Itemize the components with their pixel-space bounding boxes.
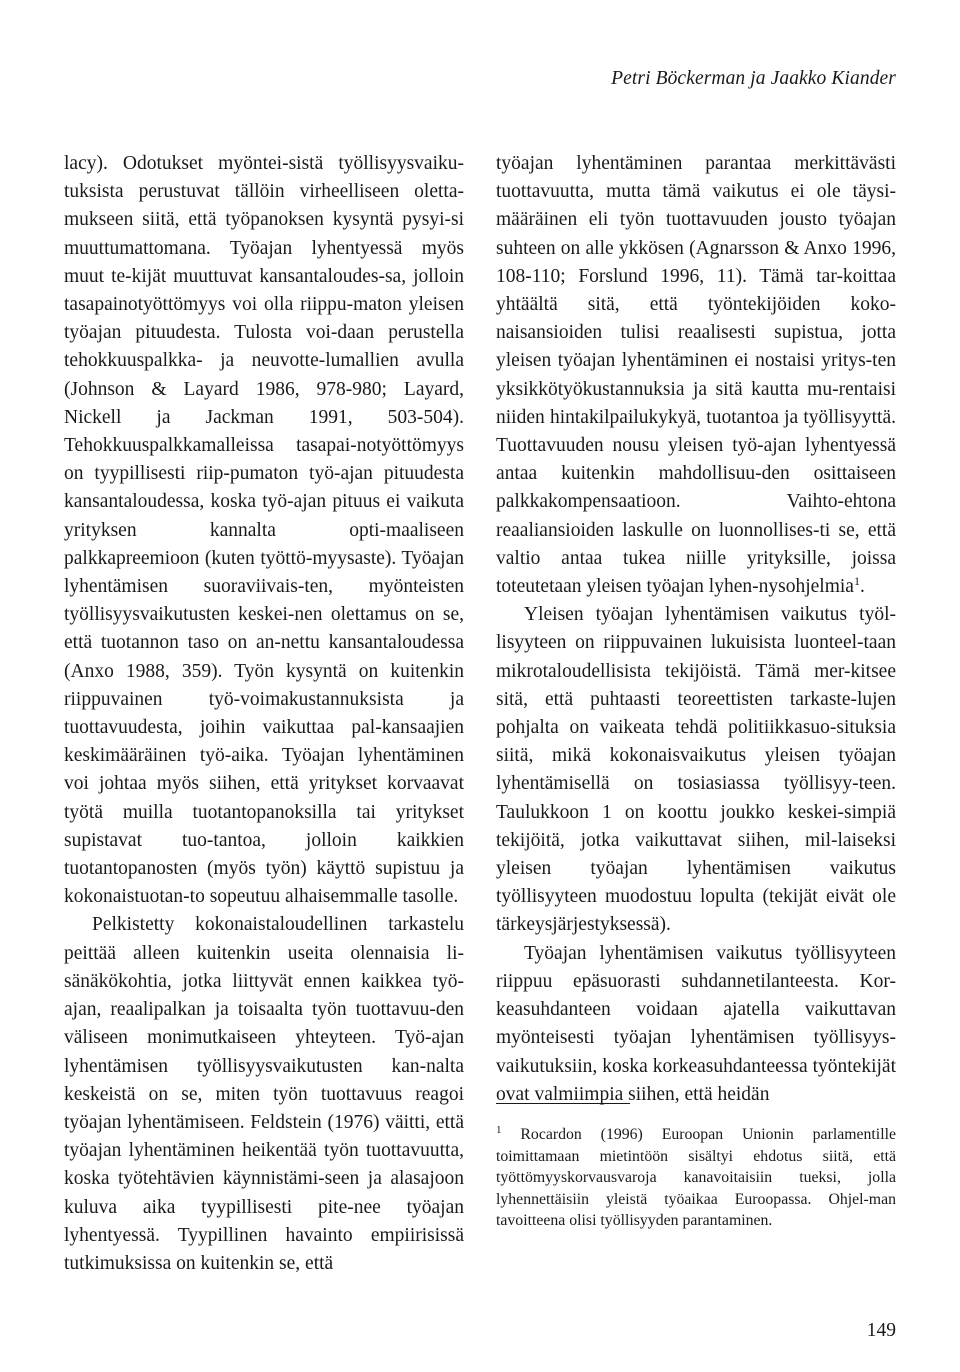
footnote-reference[interactable]: 1: [853, 574, 860, 589]
paragraph: Yleisen työajan lyhentämisen vaikutus työl-lisyyteen on riippuvainen lukuisista luonteel-taan mikrotaloudellisista tekijöistä. Tämä mer-kitsee sitä, että puhtaasti teoreettisten tarkaste-lujen pohjalta on vaikeata tehdä politiikkasuo-situksia siitä, mikä kokonaisvaikutus yleisen työajan lyhentämisellä on tosiasiassa työllisyy-teen. Taulukkoon 1 on koottu joukko keskei-simpiä tekijöitä, jotka vaikuttavat siihen, mil-laiseksi yleisen työajan lyhentämisen vaikutus työllisyyteen muodostuu lopulta (tekijät eivät ole tärkeysjärjestyksessä).: [496, 604, 896, 936]
running-header: Petri Böckerman ja Jaakko Kiander: [611, 68, 896, 89]
footnote-marker: 1: [496, 1124, 502, 1136]
right-column: [496, 150, 896, 1109]
page-number: 149: [866, 1320, 896, 1341]
paragraph-text: työajan lyhentäminen parantaa merkittävästi tuottavuutta, mutta tämä vaikutus ei ole täysi-määräinen eli työn tuottavuuden jousto työajan suhteen on alle ykkösen (Agnarsson & Anxo 1996, 108-110; Forslund 1996, 11). Tämä tar-koittaa yhtäältä sitä, että työntekijöiden koko-naisansioiden tulisi reaalisesti supistua, jotta yleisen työajan lyhentäminen ei nostaisi yritys-ten yksikkötyökustannuksia ja sitä kautta mu-rentaisi niiden hintakilpailukykyä, tuotantoa ja työllisyyttä. Tuottavuuden nousu yleisen työ-ajan lyhentyessä antaa kuitenkin mahdollisuu-den osittaiseen palkkakompensaatioon. Vaihto-ehtona reaaliansioiden laskulle on luonnollises-ti se, että valtio antaa tukea niille yrityksille, joissa toteutetaan yleisen työajan lyhen-nysohjelmia: [496, 153, 896, 598]
paragraph: [496, 150, 896, 601]
left-column: [64, 150, 464, 1278]
paragraph: Pelkistetty kokonaistaloudellinen tarkastelu peittää alleen kuitenkin useita olennaisia li-sänäkökohtia, jotka liittyvät ennen kaikkea työ-ajan, reaalipalkan ja toisaalta työn tuottavuu-den väliseen monimutkaiseen yhteyteen. Työ-ajan lyhentämisen työllisyysvaikutusten kan-nalta keskeistä on se, miten työn tuottavuus reagoi työajan lyhentämiseen. Feldstein (1976) väitti, että työajan lyhentäminen heikentää työn tuottavuutta, koska työtehtävien käynnistämi-seen ja alasajoon kuluva aika tyypillisesti pite-nee työajan lyhentyessä. Tyypillinen havainto empiirisissä tutkimuksissa on kuitenkin se, että: [64, 914, 464, 1274]
paragraph: lacy). Odotukset myöntei-sistä työllisyysvaiku-tuksista perustuvat tällöin virheelliseen oletta-mukseen siitä, että työpanoksen kysyntä pysyi-si muuttumattomana. Työajan lyhentyessä myös muut te-kijät muuttuvat kansantaloudes-sa, jolloin tasapainotyöttömyys voi olla riippu-maton yleisen työajan pituudesta. Tulosta voi-daan perustella tehokkuuspalkka- ja neuvotte-lumallien avulla (Johnson & Layard 1986, 978-980; Layard, Nickell ja Jackman 1991, 503-504). Tehokkuuspalkkamalleissa tasapai-notyöttömyys on tyypillisesti riip-pumaton työ-ajan pituudesta kansantaloudessa, koska työ-ajan pituus ei vaikuta yrityksen kannalta opti-maaliseen palkkapreemioon (kuten työttö-myysaste). Työajan lyhentämisen suoraviivais-ten, myönteisten työllisyysvaikutusten keskei-nen olettamus on se, että tuotannon taso on an-nettu kansantaloudessa (Anxo 1988, 359). Työn kysyntä on kuitenkin riippuvainen työ-voimakustannuksista ja tuottavuudesta, joihin vaikuttaa pal-kansaajien keskimääräinen työ-aika. Työajan lyhentäminen voi johtaa myös siihen, että yritykset korvaavat työtä muilla tuotantopanoksilla tai yritykset supistavat tuo-tantoa, jolloin kaikkien tuotantopanosten (myös työn) käyttö supistuu ja kokonaistuotan-to sopeutuu alhaisemmalle tasolle.: [64, 153, 464, 908]
footnote-text: Rocardon (1996) Euroopan Unionin parlamentille toimittamaan mietintöön sisältyi ehdotus siitä, että työttömyyskorvausvaroja kanavoitaisiin tueksi, jolla lyhennettäisiin yleistä työaikaa Euroopassa. Ohjel-man tavoitteena olisi työllisyyden parantaminen.: [496, 1126, 896, 1230]
footnote-divider: [496, 1103, 630, 1104]
paragraph: Työajan lyhentämisen vaikutus työllisyyteen riippuu epäsuorasti suhdannetilanteesta. Kor-keasuhdanteen voidaan ajatella vaikuttavan myönteisesti työajan lyhentämisen työllisyys-vaikutuksiin, koska korkeasuhdanteessa työntekijät ovat valmiimpia siihen, että heidän: [496, 942, 896, 1105]
footnote: [496, 1124, 896, 1232]
paragraph-text: .: [859, 576, 865, 598]
